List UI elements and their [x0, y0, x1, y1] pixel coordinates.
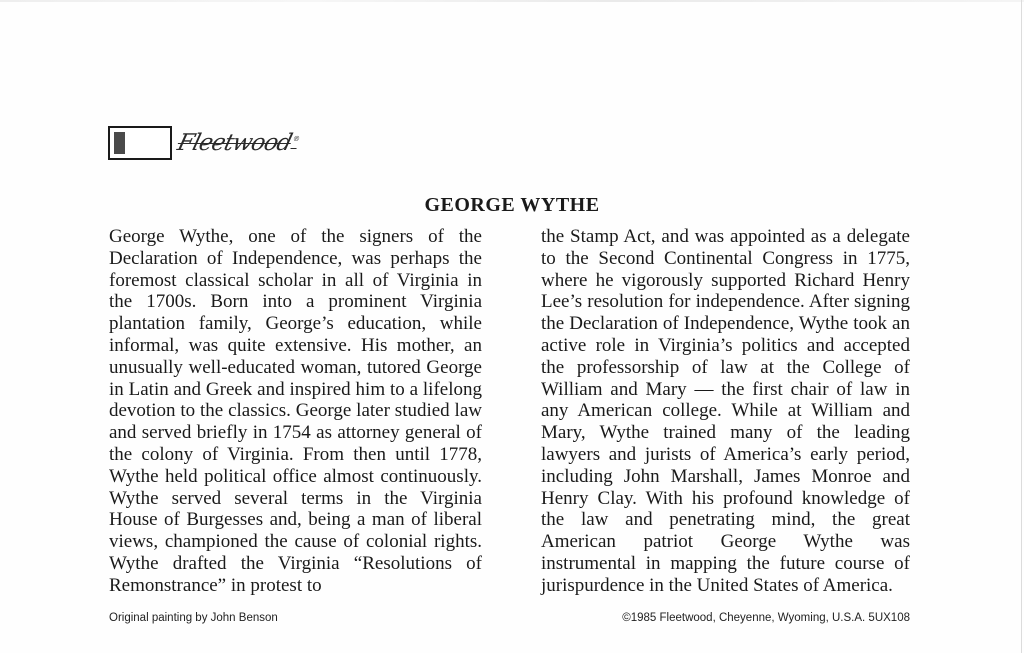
card-right-edge: [1021, 0, 1022, 653]
copyright-notice: ©1985 Fleetwood, Cheyenne, Wyoming, U.S.A. 5UX108: [622, 612, 910, 624]
page-title: GEORGE WYTHE: [424, 194, 600, 216]
body-text-left: George Wythe, one of the signers of the Declaration of Independence, was perhaps the foremost classical scholar in all of Virginia in the 1700s. Born into a prominent Virginia plantation family, George’s education, while informal, was quite extensive. His mother, an unusually well-educated woman, tutored George in Latin and Greek and inspired him to a lifelong devotion to the classics. George later studied law and served briefly in 1754 as attorney general of the colony of Virginia. From then until 1778, Wythe held political office almost continuously. Wythe served several terms in the Virginia House of Burgesses and, being a man of liberal views, championed the cause of colonial rights. Wythe drafted the Virginia “Resolutions of Remonstrance” in protest to: [109, 226, 482, 596]
fleetwood-logo: [108, 124, 298, 162]
body-column-right: [541, 226, 910, 597]
logo-box-icon: [108, 126, 172, 160]
card-top-edge: [0, 0, 1024, 2]
logo-wordmark-text: Fleetwood: [174, 130, 295, 156]
logo-registered-mark: ®: [291, 135, 300, 144]
body-column-left: [109, 226, 482, 597]
body-text-right: the Stamp Act, and was appointed as a delegate to the Second Continental Congress in 1775, where he vigorously supported Richard Henry Lee’s resolution for independence. After signing the Declaration of Independence, Wythe took an active role in Virginia’s politics and accepted the professorship of law at the College of William and Mary — the first chair of law in any American college. While at William and Mary, Wythe trained many of the leading lawyers and jurists of America’s early period, including John Marshall, James Monroe and Henry Clay. With his profound knowledge of the law and penetrating mind, the great American patriot George Wythe was instrumental in mapping the future course of jurispurdence in the United States of America.: [541, 226, 910, 596]
logo-wordmark: [175, 130, 301, 156]
painting-credit: Original painting by John Benson: [109, 612, 278, 624]
logo-bar-icon: [114, 132, 125, 154]
